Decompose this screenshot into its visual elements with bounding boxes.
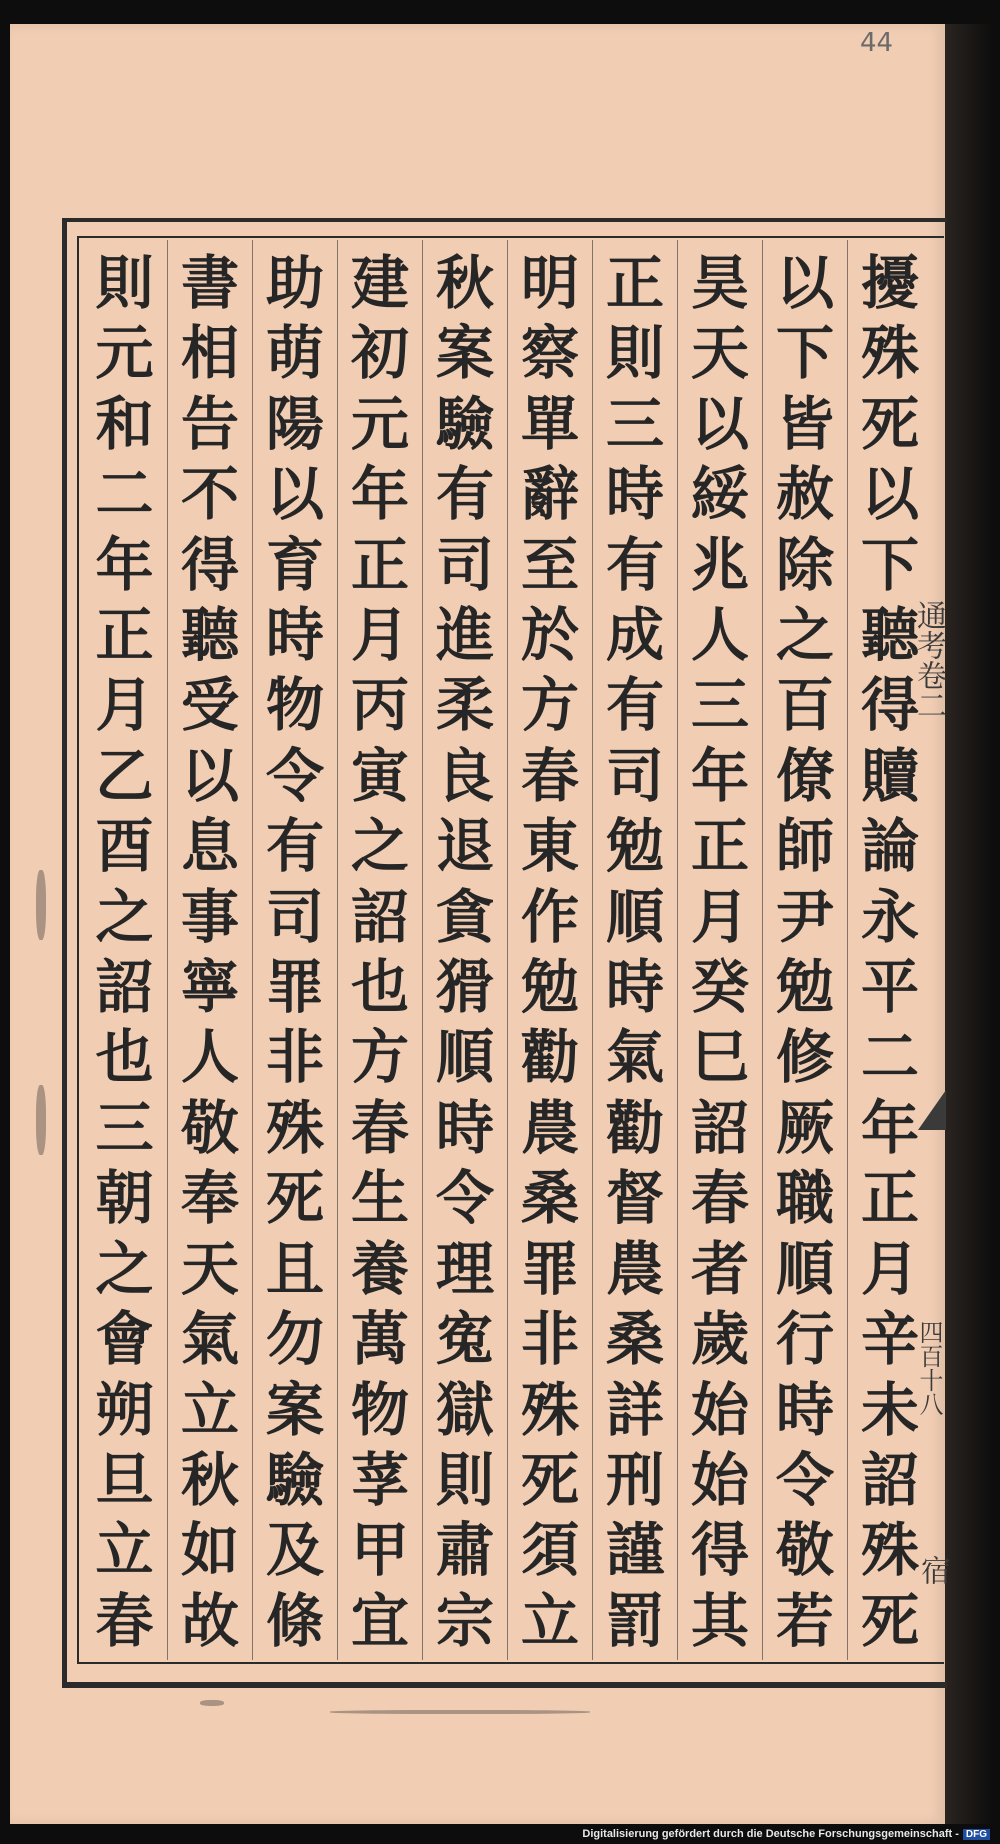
character: 刑 [605, 1445, 664, 1514]
character: 以 [265, 460, 324, 529]
character: 詔 [350, 882, 409, 951]
character: 百 [775, 671, 834, 740]
character: 丙 [350, 671, 409, 740]
character: 察 [520, 319, 579, 388]
character: 皆 [775, 389, 834, 458]
character: 時 [435, 1093, 494, 1162]
character: 敬 [775, 1516, 834, 1585]
character: 正 [690, 812, 749, 881]
text-column [167, 240, 252, 1660]
character: 時 [605, 460, 664, 529]
vertical-text-block [82, 240, 932, 1660]
character: 春 [350, 1093, 409, 1162]
character: 僚 [775, 741, 834, 810]
character: 殊 [265, 1093, 324, 1162]
character: 令 [265, 741, 324, 810]
character: 立 [95, 1516, 154, 1585]
character: 殊 [860, 1516, 919, 1585]
character: 初 [350, 319, 409, 388]
gutter-title: 通考卷二 [911, 600, 946, 720]
character: 寃 [435, 1305, 494, 1374]
character: 寅 [350, 741, 409, 810]
character: 作 [520, 882, 579, 951]
character: 令 [435, 1164, 494, 1233]
character: 月 [95, 671, 154, 740]
text-column [592, 240, 677, 1660]
character: 下 [860, 530, 919, 599]
character: 順 [435, 1023, 494, 1092]
character: 司 [605, 741, 664, 810]
character: 死 [265, 1164, 324, 1233]
character: 之 [775, 601, 834, 670]
character: 春 [690, 1164, 749, 1233]
character: 會 [95, 1305, 154, 1374]
gutter-volume-mark: 宿 [915, 1555, 950, 1585]
character: 之 [95, 1234, 154, 1303]
ink-smudge [330, 1710, 590, 1714]
digitization-credit [582, 1828, 990, 1840]
character: 得 [690, 1516, 749, 1585]
character: 宜 [350, 1586, 409, 1655]
character: 驗 [265, 1445, 324, 1514]
character: 以 [690, 389, 749, 458]
character: 奉 [180, 1164, 239, 1233]
character: 朝 [95, 1164, 154, 1233]
character: 驗 [435, 389, 494, 458]
character: 建 [350, 249, 409, 317]
character: 以 [775, 249, 834, 317]
character: 元 [350, 389, 409, 458]
character: 罪 [520, 1234, 579, 1303]
character: 須 [520, 1516, 579, 1585]
text-column [337, 240, 422, 1660]
character: 朔 [95, 1375, 154, 1444]
character: 肅 [435, 1516, 494, 1585]
character: 謹 [605, 1516, 664, 1585]
character: 勉 [520, 953, 579, 1022]
ink-smudge [200, 1700, 224, 1706]
text-column [762, 240, 847, 1660]
character: 也 [95, 1023, 154, 1092]
character: 詔 [690, 1093, 749, 1162]
fishtail-mark [918, 1090, 946, 1130]
character: 東 [520, 812, 579, 881]
character: 永 [860, 882, 919, 951]
character: 若 [775, 1586, 834, 1655]
character: 之 [95, 882, 154, 951]
character: 人 [180, 1023, 239, 1092]
character: 罪 [265, 953, 324, 1022]
character: 也 [350, 953, 409, 1022]
character: 立 [180, 1375, 239, 1444]
character: 督 [605, 1164, 664, 1233]
character: 秋 [180, 1445, 239, 1514]
character: 氣 [180, 1305, 239, 1374]
character: 息 [180, 812, 239, 881]
character: 獄 [435, 1375, 494, 1444]
character: 單 [520, 389, 579, 458]
character: 告 [180, 389, 239, 458]
character: 者 [690, 1234, 749, 1303]
character: 方 [520, 671, 579, 740]
character: 乙 [95, 741, 154, 810]
character: 時 [775, 1375, 834, 1444]
text-column [507, 240, 592, 1660]
character: 勉 [775, 953, 834, 1022]
character: 順 [605, 882, 664, 951]
character: 農 [605, 1234, 664, 1303]
character: 年 [690, 741, 749, 810]
character: 正 [350, 530, 409, 599]
ink-smudge [36, 870, 46, 940]
character: 以 [180, 741, 239, 810]
character: 修 [775, 1023, 834, 1092]
character: 綏 [690, 460, 749, 529]
character: 時 [605, 953, 664, 1022]
character: 除 [775, 530, 834, 599]
character: 理 [435, 1234, 494, 1303]
character: 下 [775, 319, 834, 388]
text-column [422, 240, 507, 1660]
character: 非 [520, 1305, 579, 1374]
character: 月 [350, 601, 409, 670]
character: 年 [350, 460, 409, 529]
character: 則 [95, 249, 154, 317]
character: 巳 [690, 1023, 749, 1092]
character: 三 [690, 671, 749, 740]
character: 柔 [435, 671, 494, 740]
character: 立 [520, 1586, 579, 1655]
character: 酉 [95, 812, 154, 881]
character: 職 [775, 1164, 834, 1233]
character: 正 [860, 1164, 919, 1233]
character: 死 [520, 1445, 579, 1514]
character: 陽 [265, 389, 324, 458]
character: 明 [520, 249, 579, 317]
character: 癸 [690, 953, 749, 1022]
text-column [252, 240, 337, 1660]
character: 勸 [605, 1093, 664, 1162]
character: 有 [435, 460, 494, 529]
character: 辛 [860, 1305, 919, 1374]
character: 且 [265, 1234, 324, 1303]
character: 其 [690, 1586, 749, 1655]
character: 於 [520, 601, 579, 670]
character: 非 [265, 1023, 324, 1092]
character: 司 [265, 882, 324, 951]
character: 司 [435, 530, 494, 599]
character: 月 [690, 882, 749, 951]
character: 死 [860, 1586, 919, 1655]
folio-pencil-note: 44 [860, 28, 894, 58]
gutter-page-number: 四百十八 [915, 1320, 943, 1416]
character: 順 [775, 1234, 834, 1303]
character: 勿 [265, 1305, 324, 1374]
character: 貪 [435, 882, 494, 951]
character: 退 [435, 812, 494, 881]
character: 二 [95, 460, 154, 529]
character: 昊 [690, 249, 749, 317]
text-column [677, 240, 762, 1660]
character: 贖 [860, 741, 919, 810]
character: 令 [775, 1445, 834, 1514]
credit-text: Digitalisierung gefördert durch die Deutsche Forschungsgemeinschaft - [582, 1828, 959, 1840]
character: 始 [690, 1375, 749, 1444]
character: 物 [350, 1375, 409, 1444]
character: 罰 [605, 1586, 664, 1655]
character: 年 [95, 530, 154, 599]
character: 時 [265, 601, 324, 670]
character: 師 [775, 812, 834, 881]
character: 擾 [860, 249, 919, 317]
character: 聽 [180, 601, 239, 670]
text-column [847, 240, 932, 1660]
character: 至 [520, 530, 579, 599]
character: 之 [350, 812, 409, 881]
character: 勸 [520, 1023, 579, 1092]
character: 相 [180, 319, 239, 388]
character: 不 [180, 460, 239, 529]
character: 得 [860, 671, 919, 740]
character: 秋 [435, 249, 494, 317]
character: 春 [520, 741, 579, 810]
character: 春 [95, 1586, 154, 1655]
character: 平 [860, 953, 919, 1022]
character: 事 [180, 882, 239, 951]
character: 未 [860, 1375, 919, 1444]
character: 及 [265, 1516, 324, 1585]
character: 物 [265, 671, 324, 740]
character: 方 [350, 1023, 409, 1092]
character: 詔 [95, 953, 154, 1022]
character: 厥 [775, 1093, 834, 1162]
character: 殊 [860, 319, 919, 388]
character: 案 [435, 319, 494, 388]
character: 如 [180, 1516, 239, 1585]
character: 有 [605, 530, 664, 599]
character: 得 [180, 530, 239, 599]
character: 成 [605, 601, 664, 670]
character: 萬 [350, 1305, 409, 1374]
character: 行 [775, 1305, 834, 1374]
character: 年 [860, 1093, 919, 1162]
character: 書 [180, 249, 239, 317]
character: 三 [95, 1093, 154, 1162]
character: 生 [350, 1164, 409, 1233]
page-edge [945, 24, 993, 1824]
character: 受 [180, 671, 239, 740]
character: 育 [265, 530, 324, 599]
character: 則 [435, 1445, 494, 1514]
character: 有 [265, 812, 324, 881]
character: 正 [605, 249, 664, 317]
character: 論 [860, 812, 919, 881]
character: 宗 [435, 1586, 494, 1655]
dfg-logo: DFG [963, 1829, 990, 1840]
ink-smudge [36, 1085, 46, 1155]
character: 正 [95, 601, 154, 670]
character: 桑 [520, 1164, 579, 1233]
character: 詔 [860, 1445, 919, 1514]
character: 詳 [605, 1375, 664, 1444]
character: 案 [265, 1375, 324, 1444]
character: 以 [860, 460, 919, 529]
character: 寧 [180, 953, 239, 1022]
character: 赦 [775, 460, 834, 529]
character: 尹 [775, 882, 834, 951]
character: 勉 [605, 812, 664, 881]
character: 甲 [350, 1516, 409, 1585]
character: 月 [860, 1234, 919, 1303]
character: 有 [605, 671, 664, 740]
character: 猾 [435, 953, 494, 1022]
character: 氣 [605, 1023, 664, 1092]
character: 兆 [690, 530, 749, 599]
character: 助 [265, 249, 324, 317]
character: 歲 [690, 1305, 749, 1374]
text-column [82, 240, 167, 1660]
character: 良 [435, 741, 494, 810]
character: 死 [860, 389, 919, 458]
character: 天 [180, 1234, 239, 1303]
character: 養 [350, 1234, 409, 1303]
character: 始 [690, 1445, 749, 1514]
character: 辭 [520, 460, 579, 529]
character: 故 [180, 1586, 239, 1655]
character: 進 [435, 601, 494, 670]
character: 桑 [605, 1305, 664, 1374]
character: 殊 [520, 1375, 579, 1444]
character: 條 [265, 1586, 324, 1655]
character: 人 [690, 601, 749, 670]
character: 三 [605, 389, 664, 458]
character: 聽 [860, 601, 919, 670]
character: 和 [95, 389, 154, 458]
character: 天 [690, 319, 749, 388]
character: 旦 [95, 1445, 154, 1514]
character: 農 [520, 1093, 579, 1162]
character: 則 [605, 319, 664, 388]
character: 二 [860, 1023, 919, 1092]
character: 敬 [180, 1093, 239, 1162]
character: 元 [95, 319, 154, 388]
character: 萌 [265, 319, 324, 388]
character: 莩 [350, 1445, 409, 1514]
